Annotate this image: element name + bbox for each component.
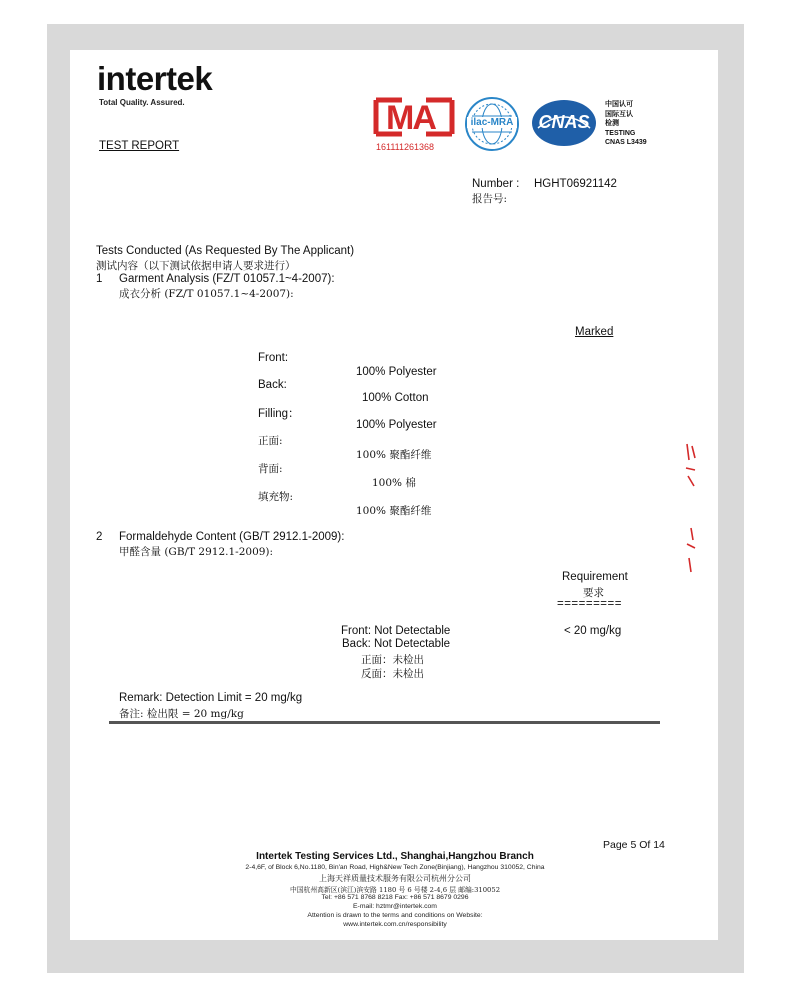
seal-fragment-icon — [683, 440, 699, 580]
cnas-caption-cn-3: 检测 — [605, 120, 619, 127]
seal-fragment — [683, 440, 699, 580]
row-label-back-cn: 背面: — [258, 463, 283, 475]
cnas-caption-en-2: CNAS L3439 — [605, 139, 647, 146]
cnas-caption-cn-1: 中国认可 — [605, 101, 633, 108]
result-front: Front: Not Detectable — [341, 625, 451, 637]
row-label-filling-cn: 填充物: — [258, 491, 294, 503]
footer-email: E-mail: hztmr@intertek.com — [353, 903, 437, 910]
row-value-back-cn: 100% 棉 — [372, 477, 416, 489]
item1-number: 1 — [96, 273, 103, 285]
report-page — [70, 50, 718, 940]
result-back-cn: 反面：未检出 — [361, 668, 424, 680]
cnas-caption — [605, 100, 647, 148]
cma-logo — [372, 96, 456, 140]
footer-tel: Tel: +86 571 8768 8218 Fax: +86 571 8679 0296 — [321, 894, 469, 901]
requirement-header: Requirement — [562, 571, 628, 583]
footer-company: Intertek Testing Services Ltd., Shanghai,Hangzhou Branch — [256, 851, 534, 862]
requirement-value: < 20 mg/kg — [564, 625, 622, 637]
intertek-logo: intertek — [97, 60, 213, 97]
row-label-front-cn: 正面: — [258, 435, 283, 447]
row-value-back: 100% Cotton — [362, 392, 429, 404]
cma-number: 161111261368 — [376, 142, 435, 152]
item2-title: Formaldehyde Content (GB/T 2912.1-2009): — [119, 531, 345, 543]
footer-address: 2-4,6F, of Block 6,No.1180, Bin'an Road, High&New Tech Zone(Binjiang), Hangzhou 310052, China — [245, 864, 545, 871]
cnas-caption-cn-2: 国际互认 — [605, 110, 633, 118]
result-front-cn: 正面：未检出 — [361, 654, 424, 666]
marked-column-header: Marked — [575, 326, 614, 338]
requirement-rule: ========= — [557, 598, 622, 610]
row-label-filling: Filling： — [258, 408, 300, 420]
result-back: Back: Not Detectable — [342, 638, 451, 650]
number-label: Number : — [472, 178, 520, 190]
tests-title-cn: 测试内容（以下测试依据申请人要求进行） — [96, 260, 296, 272]
row-value-front: 100% Polyester — [356, 366, 437, 378]
item2-title-cn: 甲醛含量 (GB/T 2912.1-2009): — [119, 546, 274, 558]
footer-company-cn: 上海天祥质量技术服务有限公司杭州分公司 — [319, 874, 471, 883]
remark-cn: 备注: 检出限 = 20 mg/kg — [119, 708, 244, 720]
item2-number: 2 — [96, 531, 103, 543]
remark: Remark: Detection Limit = 20 mg/kg — [119, 692, 303, 704]
footer-address-cn: 中国杭州高新区(滨江)滨安路 1180 号 6 号楼 2-4,6 层 邮编:310052 — [289, 886, 501, 894]
cnas-text: CNAS — [538, 112, 590, 132]
number-label-cn: 报告号: — [472, 193, 508, 205]
row-value-front-cn: 100% 聚酯纤维 — [356, 449, 432, 461]
cnas-logo — [530, 98, 598, 148]
tagline: Total Quality. Assured. — [99, 98, 185, 107]
row-label-front: Front: — [258, 352, 289, 364]
footer-attention: Attention is drawn to the terms and conditions on Website: — [307, 912, 483, 919]
cnas-caption-en-1: TESTING — [605, 129, 636, 137]
page-number: Page 5 Of 14 — [603, 839, 665, 851]
item1-title: Garment Analysis (FZ/T 01057.1~4-2007): — [119, 273, 335, 285]
report-title: TEST REPORT — [99, 140, 180, 152]
row-value-filling-cn: 100% 聚酯纤维 — [356, 505, 432, 517]
requirement-header-cn: 要求 — [583, 587, 604, 599]
section-divider — [109, 721, 660, 724]
footer-website: www.intertek.com.cn/responsibility — [343, 921, 447, 928]
cma-text: MA — [386, 99, 435, 137]
item1-title-cn: 成衣分析 (FZ/T 01057.1~4-2007): — [119, 288, 294, 300]
number-value: HGHT06921142 — [534, 178, 617, 190]
ilac-logo — [464, 96, 520, 152]
row-value-filling: 100% Polyester — [356, 419, 437, 431]
row-label-back: Back: — [258, 379, 287, 391]
tests-title: Tests Conducted (As Requested By The Applicant) — [96, 245, 355, 257]
ilac-text: ilac-MRA — [467, 117, 517, 128]
